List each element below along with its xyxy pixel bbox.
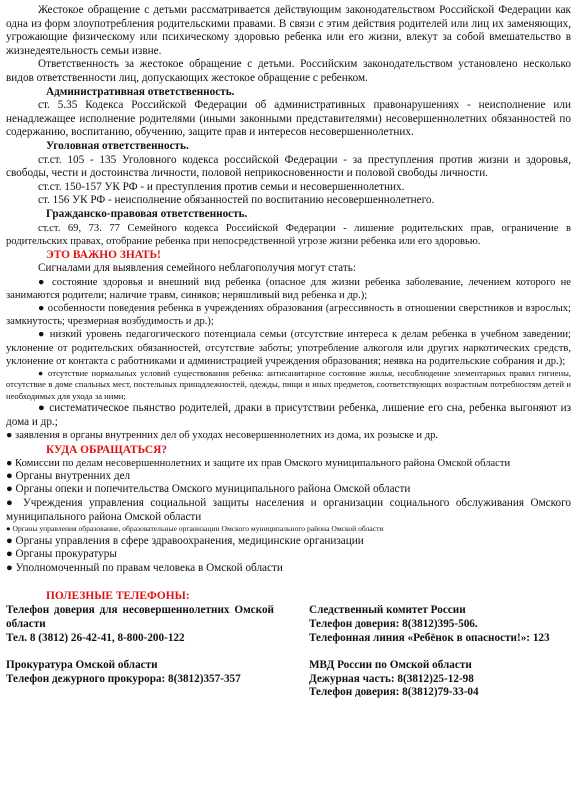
- contacts-left-column: [6, 604, 274, 700]
- warning-signal-item: ● заявления в органы внутренних дел об уходах несовершеннолетних из дома, их розыске и др.: [6, 430, 439, 442]
- contact-line: Телефон доверия: 8(3812)79-33-04: [309, 686, 479, 699]
- agency-list-item: ● Органы опеки и попечительства Омского муниципального района Омской области: [6, 483, 411, 496]
- criminal-responsibility-text-3: ст. 156 УК РФ - неисполнение обязанностей по воспитанию несовершеннолетнего.: [38, 194, 435, 207]
- warning-signal-item: ● систематическое пьянство родителей, драки в присутствии ребенка, лишение его сна, ребенка выгоняют из дома и др.;: [6, 402, 571, 428]
- warning-signals-lead: Сигналами для выявления семейного неблагополучия могут стать:: [38, 261, 356, 274]
- warning-signal-item: ● низкий уровень педагогического потенциала семьи (отсутствие интереса к делам ребенка в учебном заведении; уклонение от родительских обязанностей, отсутствие заботы; употребление алкоголя или других наркотических средств, уклонение от контакта с работниками и администрацией учреждения образования; неявка на родительские собрания и др.);: [6, 329, 571, 367]
- contact-line: Телефон доверия для несовершеннолетних Омской области: [6, 604, 274, 631]
- warning-signal-item: ● особенности поведения ребенка в учреждениях образования (агрессивность в отношении сверстников и взрослых; замкнутость; чрезмерная возбудимость и др.);: [6, 302, 571, 328]
- admin-responsibility-heading: Административная ответственность.: [46, 85, 235, 98]
- contact-line: Следственный комитет России: [309, 604, 466, 617]
- intro-paragraph-2: Ответственность за жестокое обращение с детьми. Российским законодательством установлено несколько видов ответственности лиц, допускающих жестокое обращение с ребенком.: [6, 58, 571, 84]
- contact-line: Телефон доверия: 8(3812)395-506.: [309, 618, 478, 631]
- contact-line: Дежурная часть: 8(3812)25-12-98: [309, 672, 474, 685]
- contact-line: Телефонная линия «Ребёнок в опасности!»: 123: [309, 631, 550, 644]
- important-heading: ЭТО ВАЖНО ЗНАТЬ!: [46, 248, 161, 261]
- civil-responsibility-text: ст.ст. 69, 73. 77 Семейного кодекса Российской Федерации - лишение родительских прав, ограничение в родительских правах, отобрание ребенка при непосредственной угрозе жизни ребенка или его здоровью.: [6, 222, 571, 247]
- contact-line: Прокуратура Омской области: [6, 659, 158, 672]
- criminal-responsibility-text-1: ст.ст. 105 - 135 Уголовного кодекса российской Федерации - за преступления против жизни и здоровья, свободы, чести и достоинства личности, половой неприкосновенности и половой свободы личности.: [6, 153, 571, 180]
- contact-spacer: [309, 645, 571, 659]
- contact-line: Телефон дежурного прокурора: 8(3812)357-357: [6, 672, 241, 685]
- criminal-responsibility-text-2: ст.ст. 150-157 УК РФ - и преступления против семьи и несовершеннолетних.: [38, 180, 405, 193]
- contact-line: МВД России по Омской области: [309, 659, 472, 672]
- contact-line: Тел. 8 (3812) 26-42-41, 8-800-200-122: [6, 631, 185, 644]
- where-to-apply-heading: КУДА ОБРАЩАТЬСЯ?: [46, 443, 167, 456]
- warning-signal-item: ● отсутствие нормальных условий существования ребенка: антисанитарное состояние жилья, несоблюдение элементарных правил гигиены, отсутствие в доме спальных мест, постельных принадлежностей, одежды, пищи и иных предметов, соответствующих возрастным потребностям детей и необходимых для ухода за ними;: [6, 367, 571, 401]
- agency-list-item: ● Уполномоченный по правам человека в Омской области: [6, 561, 283, 574]
- contact-spacer: [6, 645, 274, 659]
- intro-paragraph-1: Жестокое обращение с детьми рассматривается действующим законодательством Российской Федерации как одна из форм злоупотребления родительскими правами. В связи с этим действия родителей или лиц их заменяющих, угрожающие физическому или психическому здоровью ребенка или его жизни, влекут за собой вмешательство в жизнедеятельность семьи извне.: [6, 4, 571, 57]
- agency-list-item: ● Комиссии по делам несовершеннолетних и защите их прав Омского муниципального района Омской области: [6, 457, 511, 469]
- warning-signal-item: ● состояние здоровья и внешний вид ребенка (опасное для жизни ребенка заболевание, лечением которого не занимаются родители; наличие травм, синяков; неряшливый вид ребенка и др.);: [6, 276, 571, 301]
- agency-list-item: ● Органы внутренних дел: [6, 469, 131, 482]
- agency-list-item: ● Органы управления в сфере здравоохранения, медицинские организации: [6, 534, 364, 547]
- criminal-responsibility-heading: Уголовная ответственность.: [46, 139, 189, 152]
- civil-responsibility-heading: Гражданско-правовая ответственность.: [46, 207, 248, 220]
- admin-responsibility-text: ст. 5.35 Кодекса Российской Федерации об административных правонарушениях - неисполнение или ненадлежащее исполнение родителями (иными законными представителями) несовершеннолетних обязанностей по содержанию, воспитанию, обучению, защите прав и интересов несовершеннолетних.: [6, 99, 571, 139]
- useful-phones-heading: ПОЛЕЗНЫЕ ТЕЛЕФОНЫ:: [46, 590, 190, 603]
- agency-list-item: ● Органы прокуратуры: [6, 548, 117, 561]
- contacts-right-column: [309, 604, 571, 700]
- agency-list-item: ● Учреждения управления социальной защиты населения и организации социального обслуживания Омского муниципального района Омской области: [6, 496, 571, 523]
- agency-list-item: ● Органы управления образование, образовательные организации Омского муниципального района Омской области: [6, 524, 384, 534]
- phone-contacts: [6, 604, 571, 700]
